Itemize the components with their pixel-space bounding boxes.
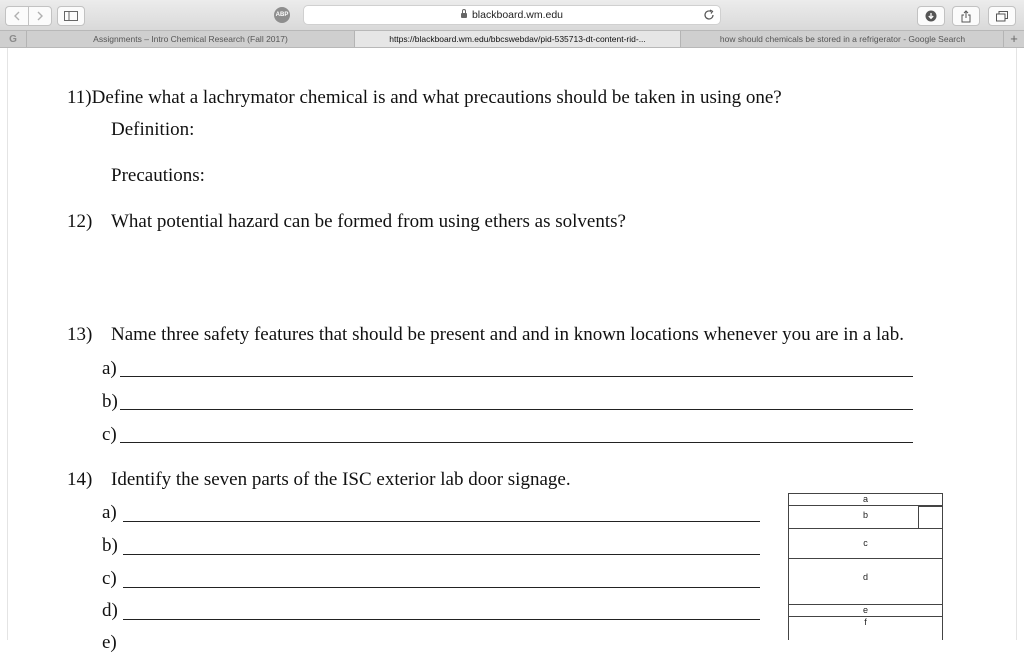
question-13-item-b-label: b) bbox=[102, 391, 118, 412]
question-13-answer-line-b bbox=[120, 409, 913, 410]
new-tab-button[interactable]: + bbox=[1003, 31, 1024, 47]
sidebar-button[interactable] bbox=[57, 6, 85, 26]
tab-blackboard-document[interactable]: https://blackboard.wm.edu/bbcswebdav/pid-535713-dt-content-rid-... bbox=[354, 31, 680, 47]
question-11-text: 11)Define what a lachrymator chemical is and what precautions should be taken in using one? bbox=[67, 87, 782, 108]
door-signage-diagram bbox=[788, 493, 943, 640]
signage-section-b: b bbox=[789, 506, 942, 529]
google-icon: G bbox=[9, 33, 17, 45]
adblock-icon: ABP bbox=[274, 7, 290, 23]
adblock-extension-button[interactable] bbox=[270, 6, 294, 24]
question-12-number: 12) bbox=[67, 211, 93, 232]
question-14-item-e-label: e) bbox=[102, 632, 117, 653]
question-13-answer-line-c bbox=[120, 442, 913, 443]
back-button[interactable] bbox=[5, 6, 28, 26]
tab-assignments[interactable]: Assignments – Intro Chemical Research (Fall 2017) bbox=[26, 31, 354, 47]
question-14-answer-line-d bbox=[123, 619, 760, 620]
browser-toolbar bbox=[0, 0, 1024, 30]
question-14-answer-line-a bbox=[123, 521, 760, 522]
tabs-overview-button[interactable] bbox=[988, 6, 1016, 26]
tab-bar bbox=[0, 30, 1024, 48]
address-bar-url bbox=[304, 6, 720, 24]
chevron-left-icon bbox=[13, 11, 21, 21]
question-13-item-c-label: c) bbox=[102, 424, 117, 445]
lock-icon bbox=[461, 13, 467, 18]
url-text: blackboard.wm.edu bbox=[471, 9, 564, 21]
question-14-item-a-label: a) bbox=[102, 502, 117, 523]
question-13-answer-line-a bbox=[120, 376, 913, 377]
downloads-button[interactable] bbox=[917, 6, 945, 26]
signage-section-a: a bbox=[789, 494, 942, 506]
signage-section-e: e bbox=[789, 605, 942, 617]
tabs-overview-icon bbox=[996, 11, 1008, 22]
share-icon bbox=[961, 10, 971, 23]
question-13-text: Name three safety features that should be present and and in known locations whenever you are in a lab. bbox=[111, 324, 904, 345]
question-14-item-b-label: b) bbox=[102, 535, 118, 556]
pinned-tab-google[interactable] bbox=[0, 31, 26, 47]
reload-icon[interactable] bbox=[703, 9, 715, 21]
sidebar-icon bbox=[64, 11, 78, 21]
question-14-text: Identify the seven parts of the ISC exterior lab door signage. bbox=[111, 469, 571, 490]
share-button[interactable] bbox=[952, 6, 980, 26]
question-14-answer-line-c bbox=[123, 587, 760, 588]
download-icon bbox=[925, 10, 937, 22]
signage-section-c: c bbox=[789, 529, 942, 559]
question-13-item-a-label: a) bbox=[102, 358, 117, 379]
forward-button[interactable] bbox=[28, 6, 52, 26]
chevron-right-icon bbox=[36, 11, 44, 21]
question-11-precautions-label: Precautions: bbox=[111, 165, 205, 186]
address-bar[interactable] bbox=[303, 5, 721, 25]
document-page bbox=[7, 48, 1017, 653]
signage-small-box bbox=[918, 506, 942, 529]
question-14-answer-line-b bbox=[123, 554, 760, 555]
question-14-item-d-label: d) bbox=[102, 600, 118, 621]
signage-section-d: d bbox=[789, 559, 942, 605]
question-12-text: What potential hazard can be formed from using ethers as solvents? bbox=[111, 211, 626, 232]
question-14-number: 14) bbox=[67, 469, 93, 490]
nav-buttons bbox=[5, 6, 52, 26]
question-13-number: 13) bbox=[67, 324, 93, 345]
question-11-definition-label: Definition: bbox=[111, 119, 195, 140]
question-14-item-c-label: c) bbox=[102, 568, 117, 589]
tab-google-search[interactable]: how should chemicals be stored in a refrigerator - Google Search bbox=[680, 31, 1004, 47]
signage-section-f: f bbox=[864, 617, 867, 627]
